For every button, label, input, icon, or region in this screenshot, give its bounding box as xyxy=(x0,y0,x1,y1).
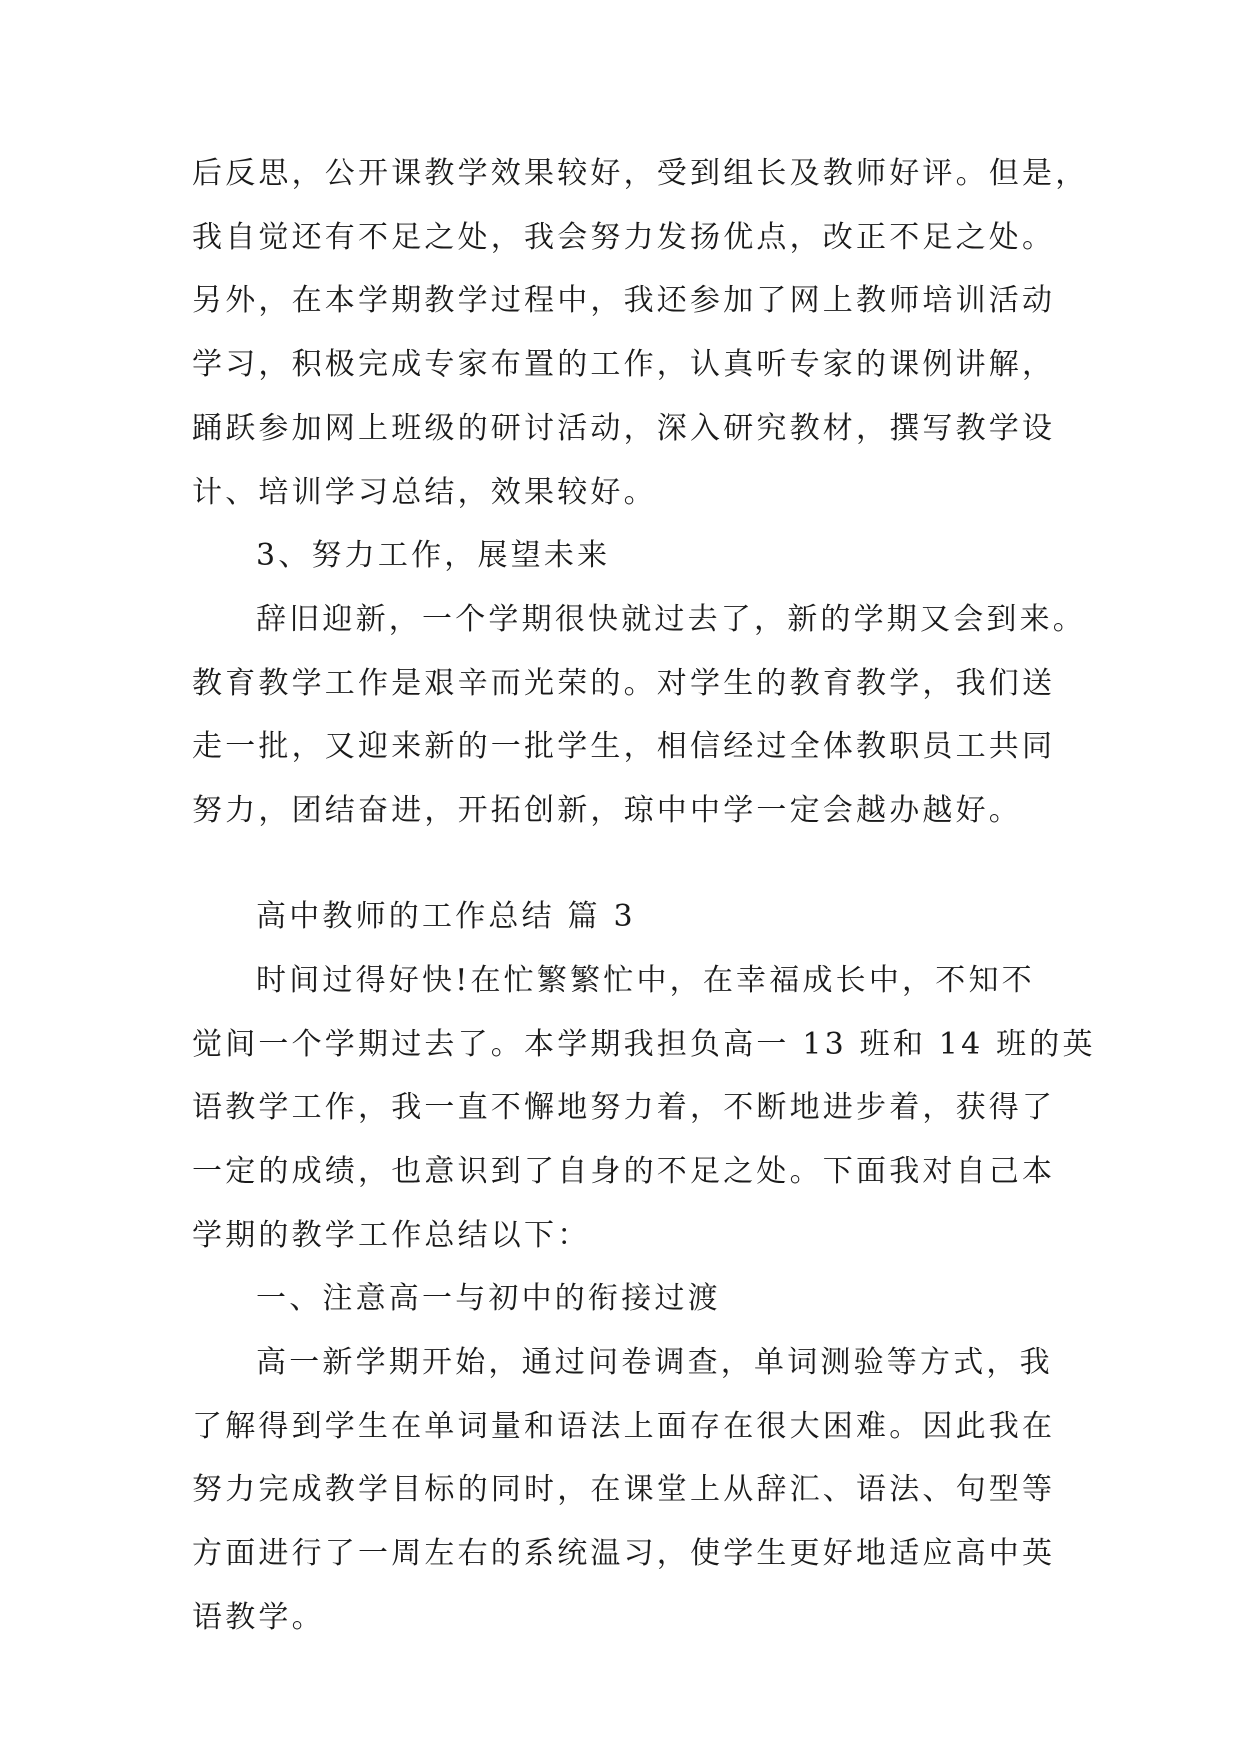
text-line: 踊跃参加网上班级的研讨活动，深入研究教材，撰写教学设 xyxy=(192,411,1056,446)
text-line: 了解得到学生在单词量和语法上面存在很大困难。因此我在 xyxy=(192,1409,1056,1444)
text-line: 语教学工作，我一直不懈地努力着，不断地进步着，获得了 xyxy=(192,1090,1056,1125)
text-line: 努力，团结奋进，开拓创新，琼中中学一定会越办越好。 xyxy=(192,793,1022,828)
text-line: 我自觉还有不足之处，我会努力发扬优点，改正不足之处。 xyxy=(192,220,1056,255)
text-line: 学期的教学工作总结以下： xyxy=(192,1218,591,1253)
text-line: 学习，积极完成专家布置的工作，认真听专家的课例讲解， xyxy=(192,347,1056,382)
text-line: 辞旧迎新，一个学期很快就过去了，新的学期又会到来。 xyxy=(256,602,1086,637)
text-line: 计、培训学习总结，效果较好。 xyxy=(192,475,657,510)
text-line: 教育教学工作是艰辛而光荣的。对学生的教育教学，我们送 xyxy=(192,666,1056,701)
text-line: 走一批，又迎来新的一批学生，相信经过全体教职员工共同 xyxy=(192,729,1056,764)
section-heading: 3、努力工作，展望未来 xyxy=(256,538,611,573)
text-line: 高一新学期开始，通过问卷调查，单词测验等方式，我 xyxy=(256,1345,1053,1380)
text-line: 后反思，公开课教学效果较好，受到组长及教师好评。但是， xyxy=(192,156,1089,191)
text-line: 时间过得好快!在忙繁繁忙中，在幸福成长中，不知不 xyxy=(256,963,1035,998)
section-heading: 一、注意高一与初中的衔接过渡 xyxy=(256,1281,721,1316)
text-line: 一定的成绩，也意识到了自身的不足之处。下面我对自己本 xyxy=(192,1154,1056,1189)
text-line: 另外，在本学期教学过程中，我还参加了网上教师培训活动 xyxy=(192,283,1056,318)
text-line: 语教学。 xyxy=(192,1600,325,1635)
text-line: 方面进行了一周左右的系统温习，使学生更好地适应高中英 xyxy=(192,1536,1056,1571)
text-line: 觉间一个学期过去了。本学期我担负高一 13 班和 14 班的英 xyxy=(192,1027,1096,1062)
text-line: 努力完成教学目标的同时，在课堂上从辞汇、语法、句型等 xyxy=(192,1472,1056,1507)
article-title: 高中教师的工作总结 篇 3 xyxy=(256,899,636,934)
